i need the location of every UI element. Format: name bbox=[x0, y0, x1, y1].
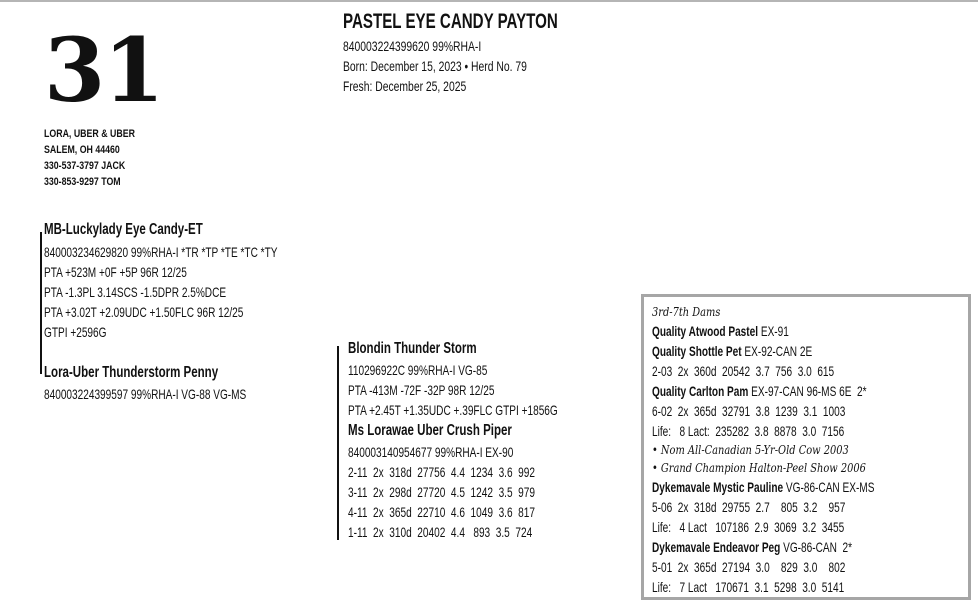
maternal-granddam-record: 2-11 2x 318d 27756 4.4 1234 3.6 992 bbox=[348, 464, 536, 480]
dam-record-row: 6-02 2x 365d 32791 3.8 1239 3.1 1003 bbox=[652, 403, 846, 419]
animal-registration: 840003224399620 99%RHA-I bbox=[343, 38, 482, 54]
owner-block bbox=[44, 126, 244, 190]
dam-ancestor-name: Quality Shottle Pet bbox=[652, 343, 742, 359]
dam-ancestor-row bbox=[652, 537, 930, 557]
animal-born: Born: December 15, 2023 • Herd No. 79 bbox=[343, 58, 527, 74]
sire-line: GTPI +2596G bbox=[44, 324, 107, 340]
maternal-granddam-name: Ms Lorawae Uber Crush Piper bbox=[348, 422, 512, 439]
dam-award-note: • Grand Champion Halton-Peel Show 2006 bbox=[652, 461, 866, 475]
owner-line: LORA, UBER & UBER bbox=[44, 128, 135, 140]
dam-award-note: • Nom All-Canadian 5-Yr-Old Cow 2003 bbox=[652, 443, 849, 457]
animal-fresh: Fresh: December 25, 2025 bbox=[343, 78, 467, 94]
maternal-grandparents-block bbox=[348, 339, 648, 549]
dam-ancestor-name: Dykemavale Endeavor Peg bbox=[652, 539, 781, 555]
sire-name: MB-Luckylady Eye Candy-ET bbox=[44, 221, 203, 238]
dam-ancestor-row bbox=[652, 381, 950, 401]
dam-ancestor-classification: EX-92-CAN 2E bbox=[741, 343, 813, 359]
dam-name: Lora-Uber Thunderstorm Penny bbox=[44, 364, 219, 381]
dam-ancestor-classification: VG-86-CAN EX-MS bbox=[783, 479, 875, 495]
owner-line: 330-853-9297 TOM bbox=[44, 176, 121, 188]
dam-record-row: 5-06 2x 318d 29755 2.7 805 3.2 957 bbox=[652, 499, 846, 515]
sire-line: PTA +3.02T +2.09UDC +1.50FLC 96R 12/25 bbox=[44, 304, 244, 320]
dam-ancestor-name: Quality Atwood Pastel bbox=[652, 323, 759, 339]
animal-header bbox=[343, 8, 703, 98]
dam-ancestor-classification: EX-91 bbox=[758, 323, 789, 339]
pedigree-bracket-left bbox=[40, 232, 42, 374]
sire-line: PTA +523M +0F +5P 96R 12/25 bbox=[44, 264, 187, 280]
sire-block bbox=[44, 220, 344, 410]
dam-record-row: Life: 8 Lact: 235282 3.8 8878 3.0 7156 bbox=[652, 423, 845, 439]
dam-record-row: 2-03 2x 360d 20542 3.7 756 3.0 615 bbox=[652, 363, 835, 379]
maternal-grandsire-line: PTA +2.45T +1.35UDC +.39FLC GTPI +1856G bbox=[348, 402, 558, 418]
dam-record-row: Life: 4 Lact 107186 2.9 3069 3.2 3455 bbox=[652, 519, 845, 535]
dam-ancestor-name: Dykemavale Mystic Pauline bbox=[652, 479, 784, 495]
dam-line: 840003224399597 99%RHA-I VG-88 VG-MS bbox=[44, 386, 247, 402]
maternal-grandsire-name: Blondin Thunder Storm bbox=[348, 340, 477, 357]
top-rule bbox=[0, 0, 978, 2]
pedigree-bracket-middle bbox=[337, 346, 339, 540]
maternal-granddam-record: 3-11 2x 298d 27720 4.5 1242 3.5 979 bbox=[348, 484, 536, 500]
dam-ancestor-classification: EX-97-CAN 96-MS 6E 2* bbox=[748, 383, 867, 399]
dam-ancestor-classification: VG-86-CAN 2* bbox=[780, 539, 853, 555]
maternal-granddam-record: 4-11 2x 365d 22710 4.6 1049 3.6 817 bbox=[348, 504, 536, 520]
owner-line: 330-537-3797 JACK bbox=[44, 160, 126, 172]
dam-ancestor-name: Quality Carlton Pam bbox=[652, 383, 749, 399]
dam-ancestor-row bbox=[652, 321, 842, 341]
dams-box bbox=[641, 294, 971, 600]
sire-line: PTA -1.3PL 3.14SCS -1.5DPR 2.5%DCE bbox=[44, 284, 227, 300]
dam-ancestor-row bbox=[652, 341, 875, 361]
dams-title: 3rd-7th Dams bbox=[652, 305, 721, 319]
dam-ancestor-row bbox=[652, 477, 961, 497]
maternal-granddam-record: 1-11 2x 310d 20402 4.4 893 3.5 724 bbox=[348, 524, 533, 540]
lot-number: 31 bbox=[44, 18, 163, 122]
owner-line: SALEM, OH 44460 bbox=[44, 144, 120, 156]
dam-record-row: 5-01 2x 365d 27194 3.0 829 3.0 802 bbox=[652, 559, 846, 575]
maternal-granddam-line: 840003140954677 99%RHA-I EX-90 bbox=[348, 444, 514, 460]
maternal-grandsire-line: 110296922C 99%RHA-I VG-85 bbox=[348, 362, 488, 378]
maternal-grandsire-line: PTA -413M -72F -32P 98R 12/25 bbox=[348, 382, 495, 398]
animal-name: PASTEL EYE CANDY PAYTON bbox=[343, 10, 558, 33]
sire-line: 840003234629820 99%RHA-I *TR *TP *TE *TC *TY bbox=[44, 244, 278, 260]
dam-record-row: Life: 7 Lact 170671 3.1 5298 3.0 5141 bbox=[652, 579, 845, 595]
